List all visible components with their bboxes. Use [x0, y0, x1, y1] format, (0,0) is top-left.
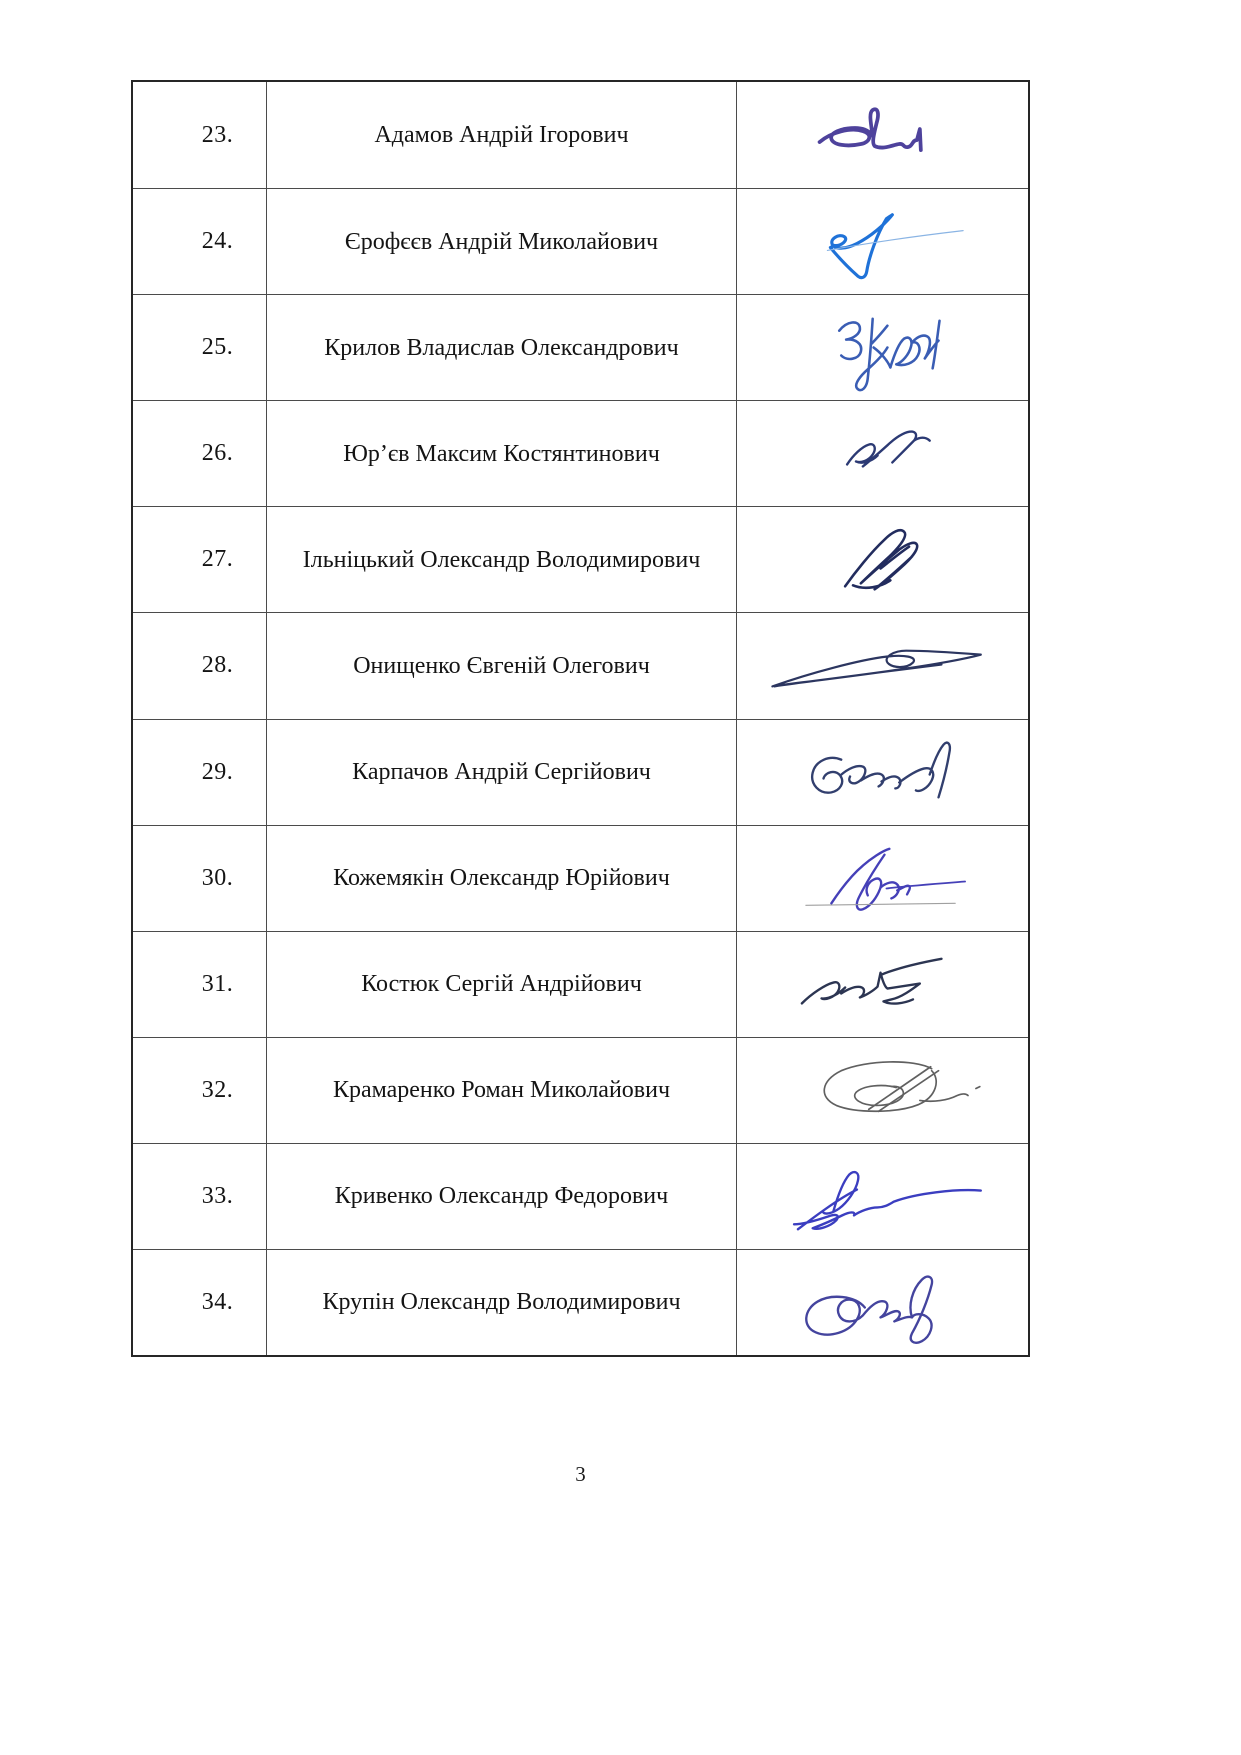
signature-cell [736, 1143, 1028, 1249]
signature-image [737, 507, 1028, 612]
row-number: 29. [201, 758, 234, 785]
signature-cell [736, 719, 1028, 825]
name-cell [266, 931, 736, 1037]
signature-image [737, 401, 1028, 506]
signature-image [737, 82, 1028, 188]
person-name: Єрофєєв Андрій Миколайович [344, 228, 659, 255]
person-name: Адамов Андрій Ігорович [374, 122, 629, 149]
name-cell [266, 506, 736, 612]
row-number-cell [133, 294, 266, 400]
signature-table [131, 80, 1030, 1357]
row-number-cell [133, 400, 266, 506]
row-number-cell [133, 506, 266, 612]
signature-image [737, 720, 1028, 825]
name-cell [266, 825, 736, 931]
signature-cell [736, 506, 1028, 612]
row-number-cell [133, 1037, 266, 1143]
signature-cell [736, 825, 1028, 931]
signature-cell [736, 294, 1028, 400]
name-cell [266, 1249, 736, 1355]
row-number-cell [133, 719, 266, 825]
signature-cell [736, 1249, 1028, 1355]
signature-cell [736, 188, 1028, 294]
row-number: 27. [201, 546, 234, 573]
row-number-cell [133, 825, 266, 931]
row-number: 28. [201, 652, 234, 679]
person-name: Юр’єв Максим Костянтинович [343, 440, 660, 467]
row-number: 26. [201, 440, 234, 467]
row-number-cell [133, 1249, 266, 1355]
person-name: Кожемякін Олександр Юрійович [333, 865, 670, 892]
signature-image [737, 189, 1028, 294]
row-number: 32. [201, 1076, 234, 1103]
row-number-cell [133, 188, 266, 294]
signature-image [737, 826, 1028, 931]
person-name: Крилов Владислав Олександрович [324, 334, 679, 361]
row-number: 30. [201, 864, 234, 891]
signature-cell [736, 1037, 1028, 1143]
person-name: Костюк Сергій Андрійович [361, 971, 642, 998]
row-number-cell [133, 82, 266, 188]
signature-cell [736, 82, 1028, 188]
person-name: Ільніцький Олександр Володимирович [302, 546, 701, 573]
row-number: 31. [201, 970, 234, 997]
name-cell [266, 294, 736, 400]
row-number: 23. [201, 121, 234, 148]
row-number: 34. [201, 1288, 234, 1315]
row-number: 33. [201, 1182, 234, 1209]
row-number-cell [133, 612, 266, 718]
row-number-cell [133, 931, 266, 1037]
signature-image [737, 1144, 1028, 1249]
person-name: Крамаренко Роман Миколайович [332, 1077, 671, 1104]
row-number-cell [133, 1143, 266, 1249]
person-name: Онищенко Євгеній Олегович [353, 652, 650, 679]
name-cell [266, 400, 736, 506]
person-name: Кривенко Олександр Федорович [334, 1183, 669, 1210]
name-cell [266, 719, 736, 825]
row-number: 25. [201, 334, 234, 361]
signature-image [737, 613, 1028, 718]
signature-image [737, 1038, 1028, 1143]
row-number: 24. [201, 228, 234, 255]
name-cell [266, 612, 736, 718]
page-number: 3 [575, 1462, 586, 1486]
signature-image [737, 932, 1028, 1037]
person-name: Карпачов Андрій Сергійович [352, 759, 651, 786]
name-cell [266, 1037, 736, 1143]
name-cell [266, 1143, 736, 1249]
name-cell [266, 188, 736, 294]
signature-image [737, 1250, 1028, 1355]
signature-cell [736, 931, 1028, 1037]
person-name: Крупін Олександр Володимирович [322, 1289, 681, 1316]
signature-image [737, 295, 1028, 400]
name-cell [266, 82, 736, 188]
signature-cell [736, 400, 1028, 506]
signature-cell [736, 612, 1028, 718]
